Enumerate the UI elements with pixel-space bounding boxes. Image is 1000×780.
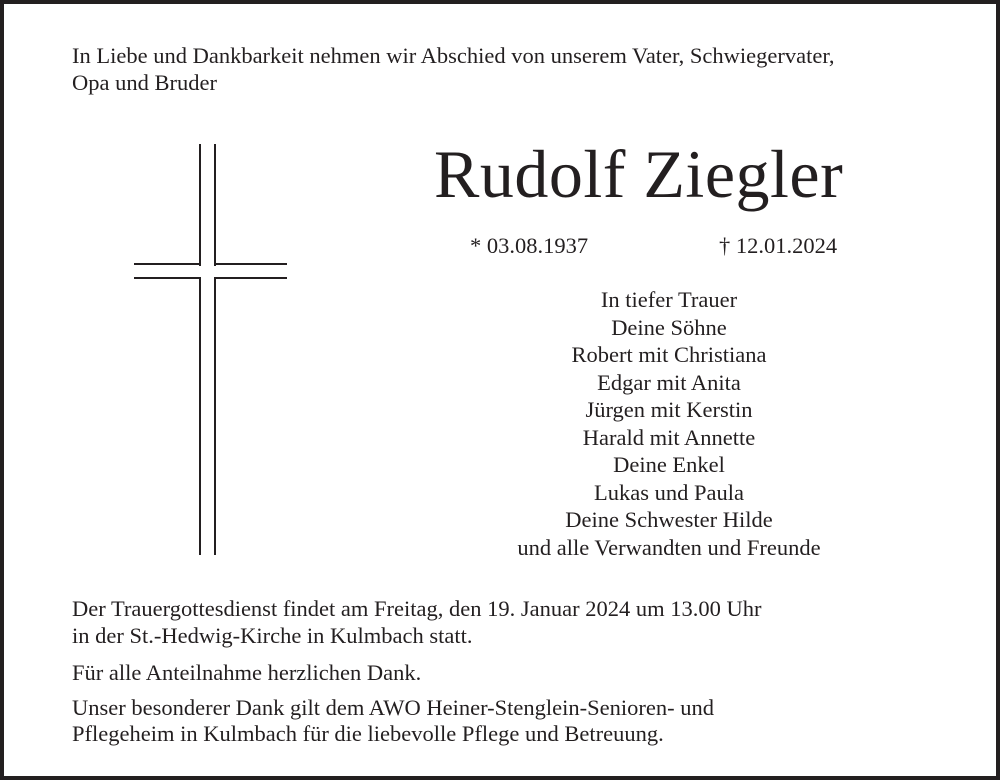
mourner-line: und alle Verwandten und Freunde (517, 534, 821, 560)
deceased-name: Rudolf Ziegler (434, 136, 844, 212)
intro-line-1: In Liebe und Dankbarkeit nehmen wir Abschied von unserem Vater, Schwiegervater, (72, 43, 835, 68)
birth-date: * 03.08.1937 (470, 233, 589, 258)
mourner-line: Lukas und Paula (594, 479, 744, 505)
mourner-line: Harald mit Annette (582, 424, 756, 450)
mourners-list (469, 286, 869, 561)
mourner-line: Deine Schwester Hilde (565, 507, 773, 532)
mourner-line: Deine Söhne (611, 314, 727, 340)
service-line-1: Der Trauergottesdienst findet am Freitag, den 19. Januar 2024 um 13.00 Uhr (72, 596, 762, 621)
thanks-text: Für alle Anteilnahme herzlichen Dank. (72, 660, 422, 685)
mourner-line: Jürgen mit Kerstin (585, 397, 753, 422)
mourner-line: Deine Enkel (613, 452, 725, 477)
service-line-2: in der St.-Hedwig-Kirche in Kulmbach statt. (72, 623, 473, 648)
intro-line-2: Opa und Bruder (72, 70, 217, 95)
mourner-line: Robert mit Christiana (571, 342, 767, 367)
death-date: † 12.01.2024 (719, 233, 838, 258)
special-thanks-line-2: Pflegeheim in Kulmbach für die liebevolle Pflege und Betreuung. (72, 721, 664, 746)
special-thanks-line-1: Unser besonderer Dank gilt dem AWO Heiner-Stenglein-Senioren- und (72, 695, 714, 720)
mourner-line: In tiefer Trauer (600, 287, 738, 312)
mourner-line: Edgar mit Anita (597, 369, 741, 395)
